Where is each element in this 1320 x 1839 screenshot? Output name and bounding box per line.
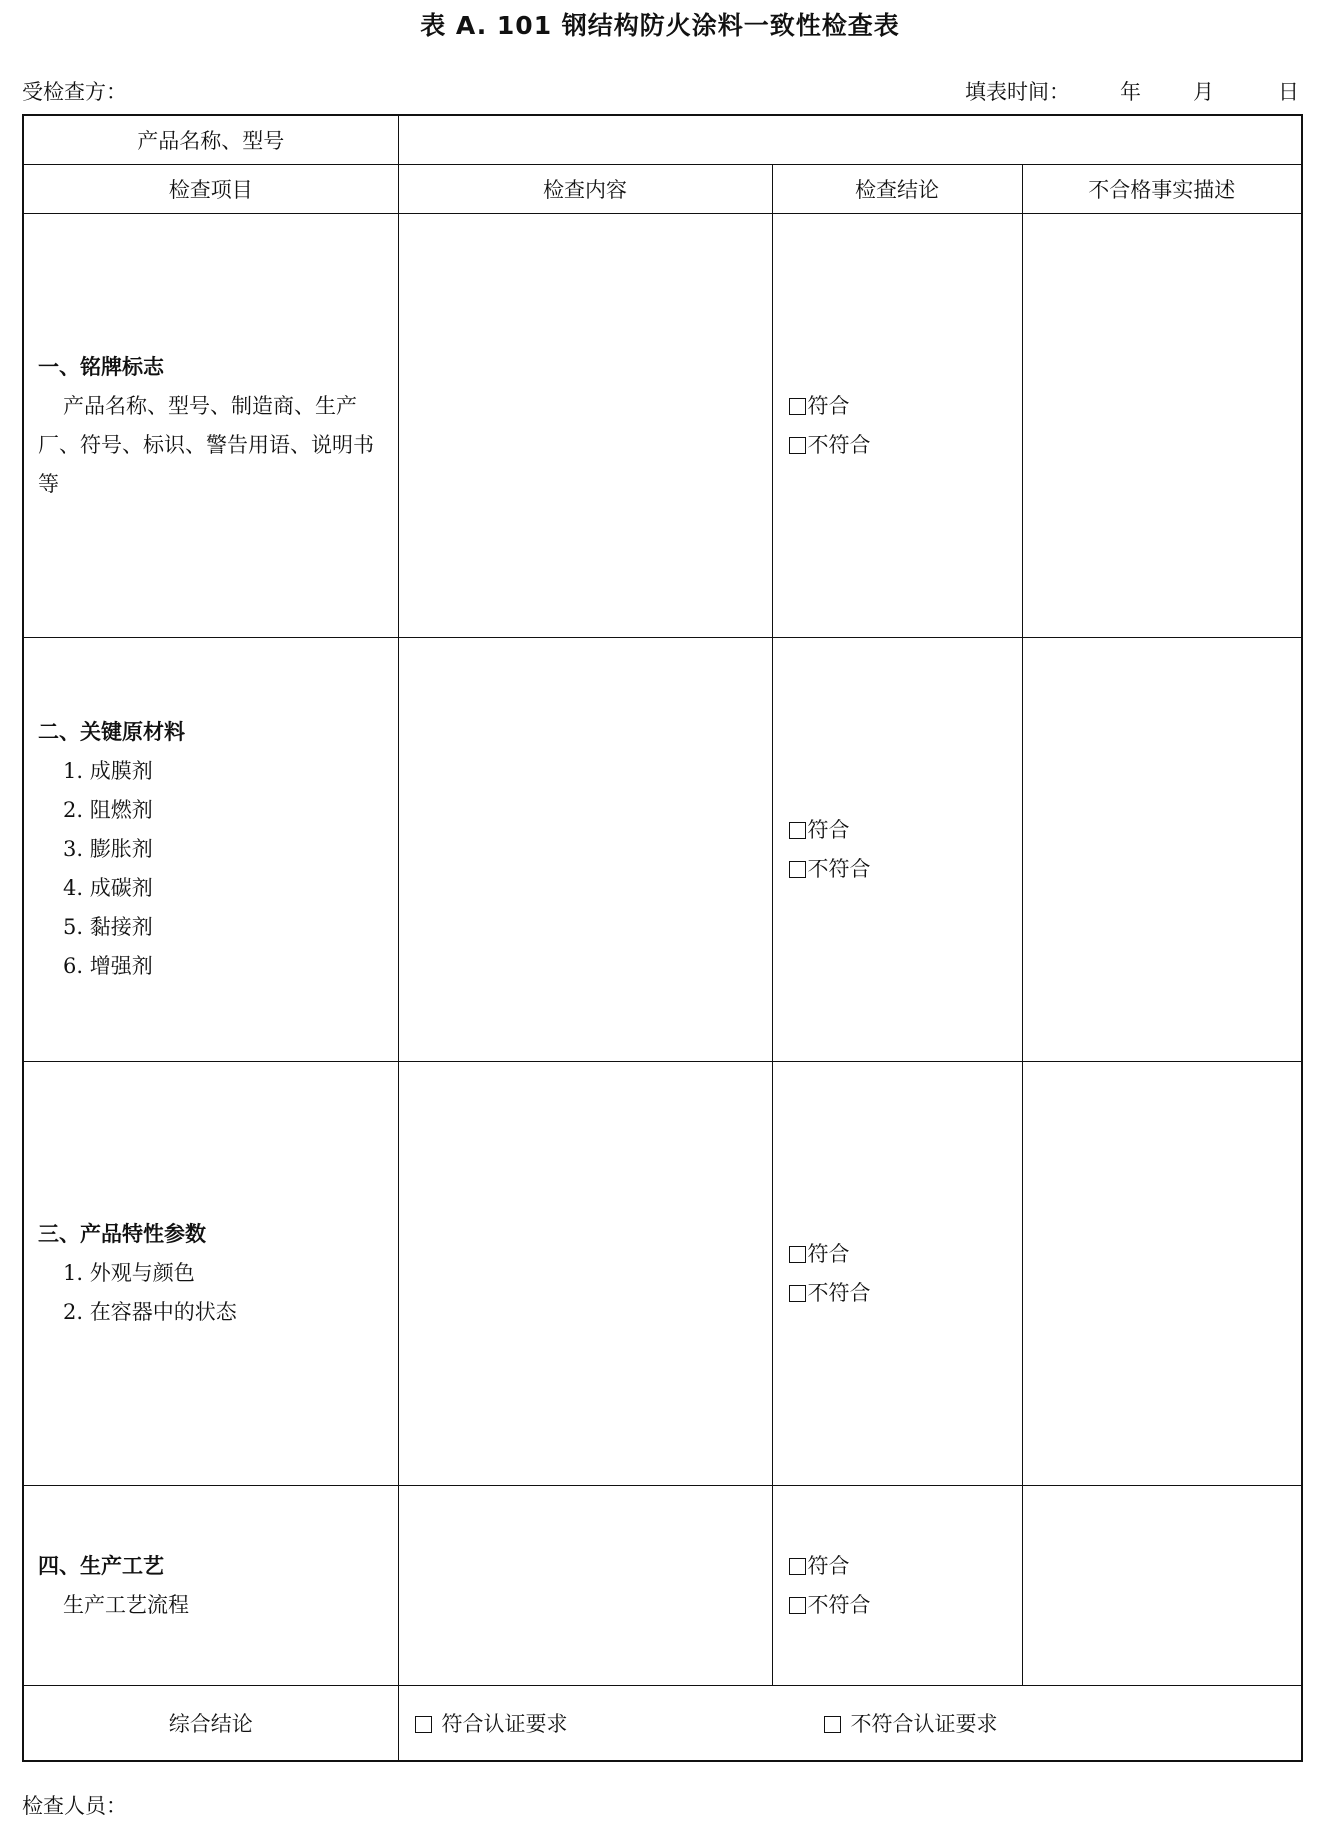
section-conclusion-cell	[772, 638, 1022, 1062]
fill-time-month: 月	[1193, 80, 1214, 104]
section-nonconformity-field[interactable]	[1022, 1486, 1302, 1686]
section-nonconformity-field[interactable]	[1022, 1062, 1302, 1486]
header-conclusion: 检查结论	[772, 165, 1022, 214]
conform-label: 符合	[807, 1241, 850, 1266]
checkbox-icon[interactable]	[789, 398, 806, 415]
checkbox-icon[interactable]	[789, 437, 806, 454]
section-row	[23, 638, 1302, 1062]
nonconform-label: 不符合	[807, 1592, 871, 1617]
section-heading: 二、关键原材料	[38, 720, 185, 744]
conform-option[interactable]	[789, 1547, 1022, 1586]
product-name-label: 产品名称、型号	[23, 115, 398, 165]
conform-label: 符合	[807, 1553, 850, 1578]
overall-conform-option[interactable]	[415, 1708, 568, 1738]
section-row	[23, 214, 1302, 638]
header-content: 检查内容	[398, 165, 772, 214]
section-line: 4. 成碳剂	[63, 876, 153, 900]
section-line: 3. 膨胀剂	[63, 837, 153, 861]
fill-time-year: 年	[1120, 80, 1141, 104]
section-item-cell	[23, 638, 398, 1062]
section-heading: 一、铭牌标志	[38, 354, 164, 379]
section-conclusion-cell	[772, 1062, 1022, 1486]
section-row	[23, 1486, 1302, 1686]
header-item: 检查项目	[23, 165, 398, 214]
section-line: 生产工艺流程	[63, 1592, 189, 1617]
overall-label: 综合结论	[23, 1686, 398, 1762]
header-row	[23, 165, 1302, 214]
nonconform-option[interactable]	[789, 1586, 1022, 1625]
checkbox-icon[interactable]	[789, 1597, 806, 1614]
section-line: 1. 成膜剂	[63, 759, 153, 783]
section-item-cell	[23, 214, 398, 638]
conform-option[interactable]	[789, 811, 1022, 850]
product-name-field[interactable]	[398, 115, 1302, 165]
inspection-table	[22, 114, 1303, 1762]
section-item-cell	[23, 1062, 398, 1486]
section-line: 5. 黏接剂	[63, 915, 153, 939]
section-heading: 四、生产工艺	[38, 1553, 164, 1578]
section-content-field[interactable]	[398, 214, 772, 638]
checkbox-icon[interactable]	[789, 1246, 806, 1263]
inspector-label: 检查人员：	[22, 1794, 127, 1818]
section-line: 2. 在容器中的状态	[63, 1300, 237, 1324]
nonconform-option[interactable]	[789, 426, 1022, 465]
overall-nonconform-label: 不符合认证要求	[850, 1712, 998, 1736]
overall-conform-label: 符合认证要求	[441, 1712, 568, 1736]
conform-label: 符合	[807, 393, 850, 418]
nonconform-option[interactable]	[789, 1274, 1022, 1313]
checkbox-icon[interactable]	[789, 1285, 806, 1302]
nonconform-label: 不符合	[807, 1280, 871, 1305]
section-item-cell	[23, 1486, 398, 1686]
section-nonconformity-field[interactable]	[1022, 214, 1302, 638]
section-conclusion-cell	[772, 214, 1022, 638]
nonconform-label: 不符合	[807, 856, 871, 881]
section-line: 2. 阻燃剂	[63, 798, 153, 822]
fill-time-day: 日	[1278, 80, 1299, 104]
section-heading: 三、产品特性参数	[38, 1222, 206, 1246]
conform-option[interactable]	[789, 1235, 1022, 1274]
conform-label: 符合	[807, 817, 850, 842]
nonconform-option[interactable]	[789, 850, 1022, 889]
section-content-field[interactable]	[398, 1062, 772, 1486]
section-nonconformity-field[interactable]	[1022, 638, 1302, 1062]
overall-nonconform-option[interactable]	[824, 1708, 998, 1738]
product-name-row	[23, 115, 1302, 165]
checkbox-icon[interactable]	[789, 861, 806, 878]
checkbox-icon[interactable]	[789, 822, 806, 839]
section-line: 1. 外观与颜色	[63, 1261, 195, 1285]
overall-options	[398, 1686, 1302, 1762]
section-content-field[interactable]	[398, 1486, 772, 1686]
section-conclusion-cell	[772, 1486, 1022, 1686]
nonconform-label: 不符合	[807, 432, 871, 457]
checkbox-icon[interactable]	[415, 1716, 432, 1733]
section-line: 6. 增强剂	[63, 954, 153, 978]
checkbox-icon[interactable]	[824, 1716, 841, 1733]
page-title: 表 A. 101 钢结构防火涂料一致性检查表	[420, 11, 900, 40]
inspected-party-label: 受检查方：	[22, 80, 127, 104]
section-row	[23, 1062, 1302, 1486]
header-nonconformity: 不合格事实描述	[1022, 165, 1302, 214]
fill-time-label: 填表时间：	[965, 80, 1070, 104]
checkbox-icon[interactable]	[789, 1558, 806, 1575]
section-description: 产品名称、型号、制造商、生产厂、符号、标识、警告用语、说明书等	[38, 393, 374, 496]
section-content-field[interactable]	[398, 638, 772, 1062]
conform-option[interactable]	[789, 387, 1022, 426]
overall-row	[23, 1686, 1302, 1762]
